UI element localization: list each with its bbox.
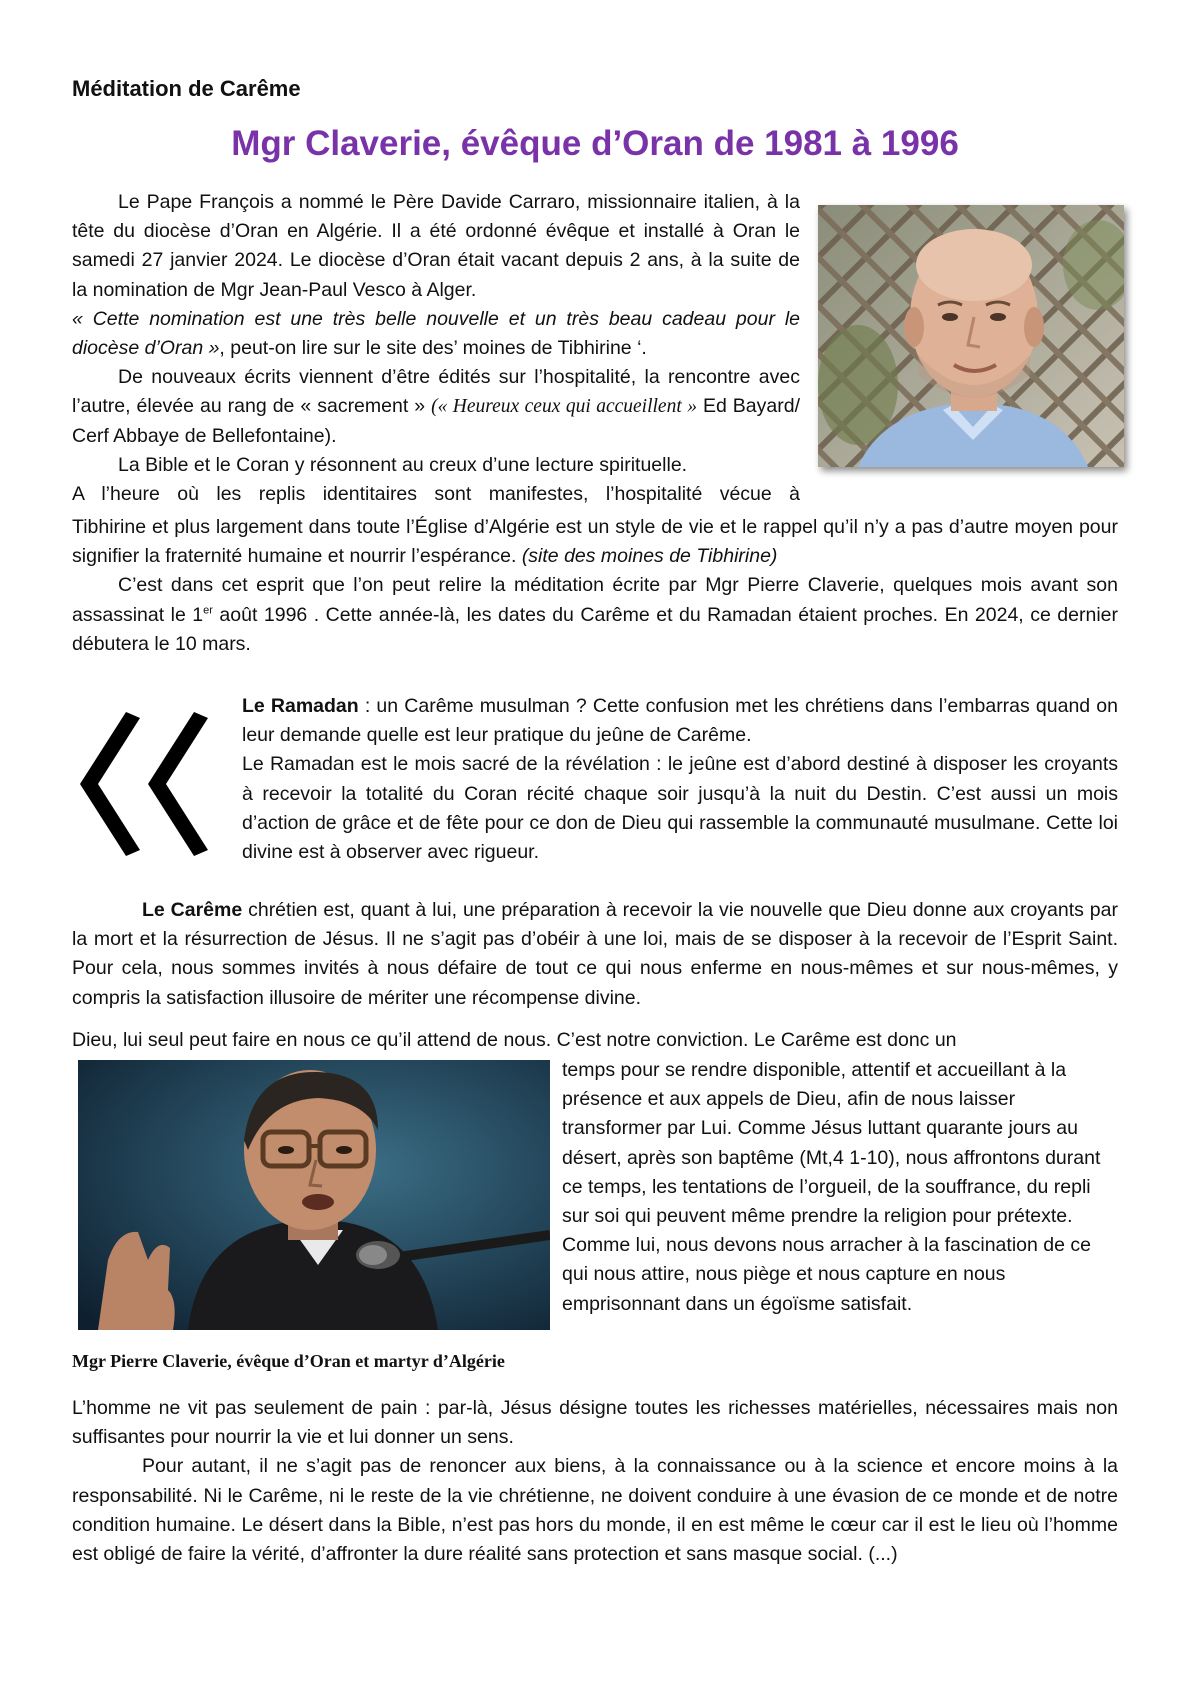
- ramadan-block: [242, 692, 1118, 867]
- dieu-line-block: [72, 1026, 1118, 1055]
- intro-quote: « Cette nomination est une très belle nouvelle et un très beau cadeau pour le diocèse d’Oran », peut-on lire sur le site des’ moines de Tibhirine ‘.: [72, 307, 800, 360]
- intro-block: [72, 188, 800, 509]
- intro-paragraph-4-start: A l’heure où les replis identitaires sont manifestes, l’hospitalité vécue à: [72, 483, 800, 506]
- intro-paragraph-2: De nouveaux écrits viennent d’être édités sur l’hospitalité, la rencontre avec l’autre, élevée au rang de « sacrement » (« Heureux ceux qui accueillent » Ed Bayard/ Cerf Abbaye de Bellefontaine).: [72, 366, 800, 447]
- opening-quote-mark-icon: [76, 704, 216, 864]
- intro-paragraph-5: C’est dans cet esprit que l’on peut relire la méditation écrite par Mgr Pierre Claverie, quelques mois avant son assassinat le 1er août 1996 . Cette année-là, les dates du Carême et du Ramadan étaient proches. En 2024, ce dernier débutera le 10 mars.: [72, 574, 1118, 655]
- careme-block: [72, 896, 1118, 1013]
- intro-block-wide: [72, 513, 1118, 659]
- intro-paragraph-1: Le Pape François a nommé le Père Davide Carraro, missionnaire italien, à la tête du diocèse d’Oran en Algérie. Il a été ordonné évêque et installé à Oran le samedi 27 janvier 2024. Le diocèse d’Oran était vacant depuis 2 ans, à la suite de la nomination de Mgr Jean-Paul Vesco à Alger.: [72, 191, 800, 301]
- dieu-wrap-paragraph: temps pour se rendre disponible, attentif et accueillant à la présence et aux appels de Dieu, afin de nous laisser transformer par Lui. Comme Jésus luttant quarante jours au désert, après son baptême (Mt,4 1-10), nous affrontons durant ce temps, les tentations de l’orgueil, de la souffrance, du repli sur soi qui peuvent même prendre la religion pour prétexte. Comme lui, nous devons nous arracher à la fascination de ce qui nous attire, nous piège et nous capture en nous emprisonnant dans un égoïsme satisfait.: [562, 1059, 1101, 1315]
- photo-pierre-claverie: [78, 1060, 550, 1330]
- dieu-wrap-block: [562, 1056, 1118, 1319]
- intro-paragraph-3: La Bible et le Coran y résonnent au creux d’une lecture spirituelle.: [118, 453, 688, 476]
- ramadan-paragraph-2: Le Ramadan est le mois sacré de la révélation : le jeûne est d’abord destiné à disposer les croyants à recevoir la totalité du Coran récité chaque soir jusqu’à la nuit du Destin. C’est aussi un mois d’action de grâce et de fête pour ce don de Dieu qui rassemble la communauté musulmane. Cette loi divine est à observer avec rigueur.: [242, 753, 1118, 864]
- careme-paragraph: Le Carême chrétien est, quant à lui, une préparation à recevoir la vie nouvelle que Dieu donne aux croyants par la mort et la résurrection de Jésus. Il ne s’agit pas d’obéir à une loi, mais de se disposer à la recevoir de l’Esprit Saint. Pour cela, nous sommes invités à nous défaire de tout ce qui nous enferme en nous-mêmes et sur nous-mêmes, y compris la satisfaction illusoire de mériter une récompense divine.: [72, 899, 1118, 1009]
- intro-paragraph-4-rest: Tibhirine et plus largement dans toute l’Église d’Algérie est un style de vie et le rappel qu’il n’y a pas d’autre moyen pour signifier la fraternité humaine et nourrir l’espérance. (site des moines de Tibhirine): [72, 516, 1118, 568]
- dieu-first-line: Dieu, lui seul peut faire en nous ce qu’il attend de nous. C’est notre conviction. Le Carême est donc un: [72, 1029, 957, 1051]
- closing-block: [72, 1394, 1118, 1569]
- portrait-illustration-carraro: [818, 205, 1124, 467]
- pourtant-paragraph: Pour autant, il ne s’agit pas de renoncer aux biens, à la connaissance ou à la science et encore moins à la responsabilité. Ni le Carême, ni le reste de la vie chrétienne, ne doivent conduire à une évasion de ce monde et de notre condition humaine. Le désert dans la Bible, n’est pas hors du monde, il en est même le cœur car il est le lieu où l’homme est obligé de faire la vérité, d’affronter la dure réalité sans protection et sans masque social. (...): [72, 1455, 1118, 1566]
- kicker: Méditation de Carême: [72, 76, 301, 101]
- photo-caption: Mgr Pierre Claverie, évêque d’Oran et martyr d’Algérie: [72, 1351, 505, 1371]
- ramadan-paragraph-1: Le Ramadan : un Carême musulman ? Cette confusion met les chrétiens dans l’embarras quand on leur demande quelle est leur pratique du jeûne de Carême.: [242, 695, 1118, 747]
- page-title: Mgr Claverie, évêque d’Oran de 1981 à 1996: [231, 124, 959, 163]
- portrait-illustration-claverie: [78, 1060, 550, 1330]
- portrait-photo-carraro: [818, 205, 1124, 467]
- pain-paragraph: L’homme ne vit pas seulement de pain : par-là, Jésus désigne toutes les richesses matérielles, nécessaires mais non suffisantes pour nourrir la vie et lui donner un sens.: [72, 1397, 1118, 1449]
